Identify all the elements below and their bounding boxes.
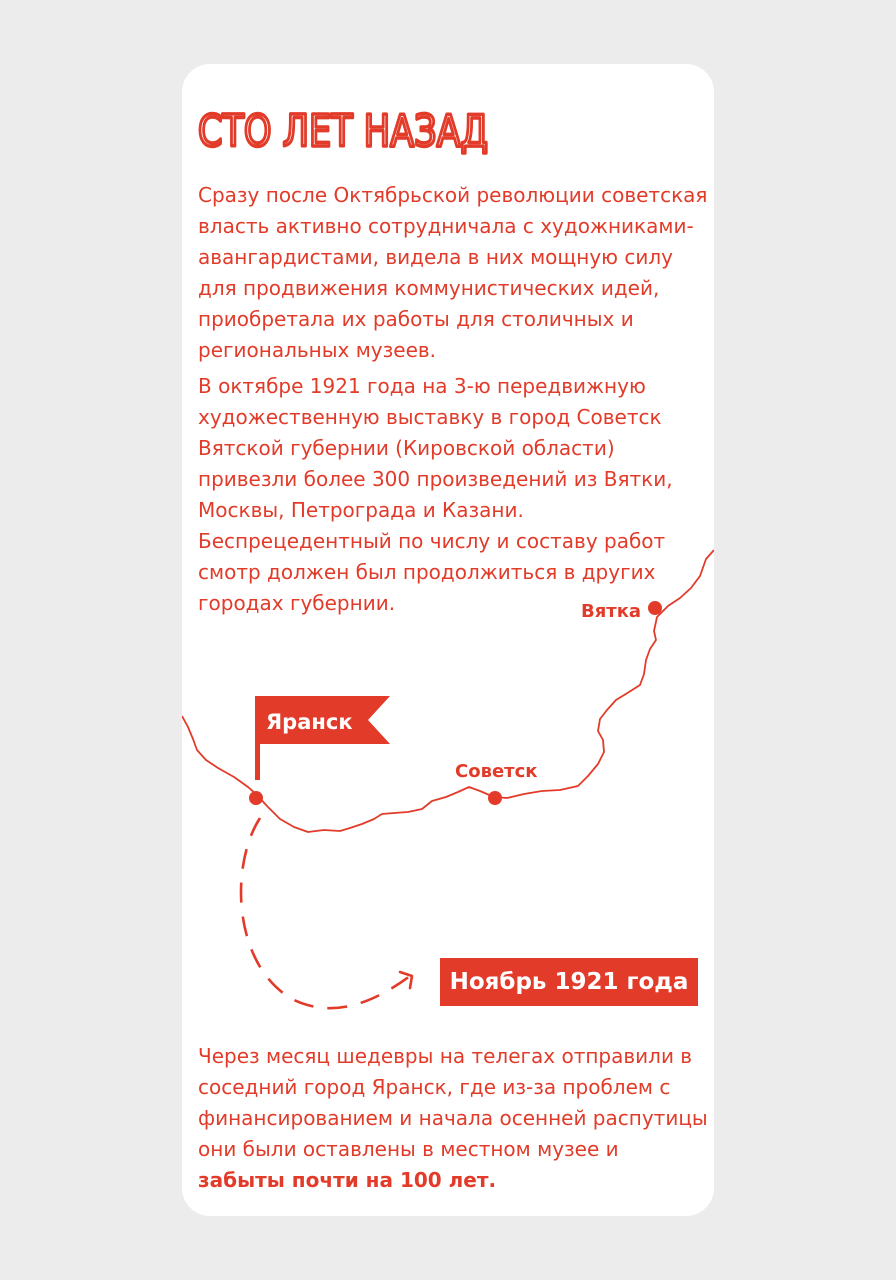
city-label-vyatka: Вятка	[581, 601, 642, 622]
exhibition-paragraph: В октябре 1921 года на 3-ю передвижную художественную выставку в город Советск Вятской губернии (Кировской области) привезли более 300 произведений из Вятки, Москвы, Петрограда и Казани. Беспрецедентный по числу и составу работ смотр должен был продолжиться в других городах губернии.	[198, 374, 673, 615]
region-border-line	[182, 550, 714, 832]
route-dashed-path	[241, 818, 410, 1008]
fate-paragraph-highlight: забыты почти на 100 лет.	[198, 1168, 497, 1192]
city-marker-sovetsk	[488, 791, 502, 805]
date-badge: Ноябрь 1921 года	[440, 958, 698, 1006]
page-title-text: СТО ЛЕТ НАЗАД	[198, 106, 488, 156]
intro-paragraph: Сразу после Октябрьской революции советская власть активно сотрудничала с художниками-авангардистами, видела в них мощную силу для продвижения коммунистических идей, приобретала их работы для столичных и региональных музеев.	[198, 183, 708, 362]
city-marker-vyatka	[648, 601, 662, 615]
city-marker-yaransk	[249, 791, 263, 805]
info-card	[182, 64, 714, 1216]
flag-label-yaransk: Яранск	[266, 710, 353, 734]
fate-paragraph-text: Через месяц шедевры на телегах отправили в соседний город Яранск, где из-за проблем с финансированием и начала осенней распутицы они были оставлены в местном музее и	[198, 1044, 708, 1161]
fate-paragraph	[198, 1041, 708, 1196]
city-label-sovetsk: Советск	[455, 761, 538, 782]
